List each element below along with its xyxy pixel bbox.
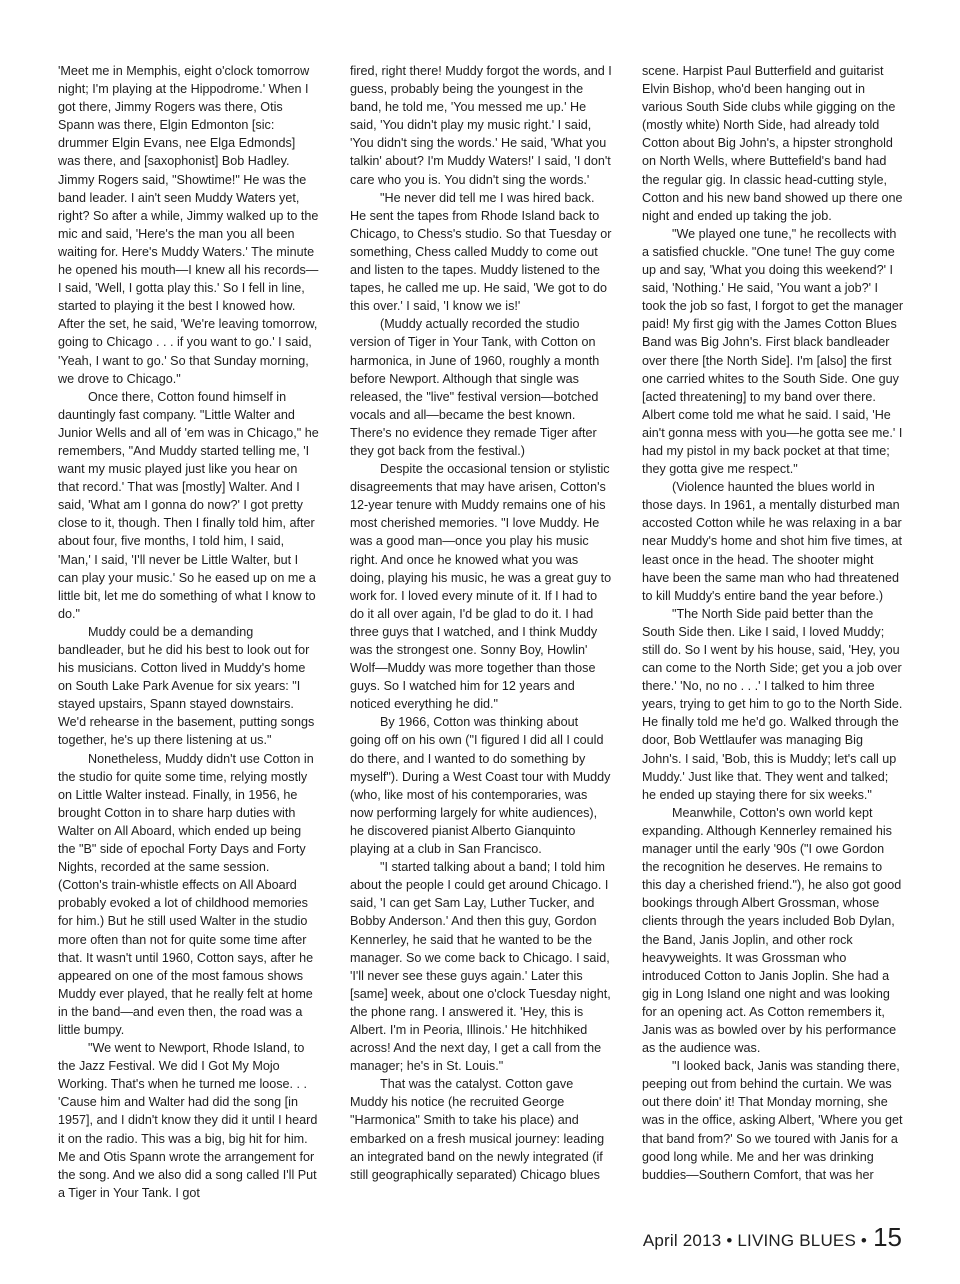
paragraph: That was the catalyst. Cotton gave Muddy his notice (he recruited George "Harmonica" Smith to take his place) and embarked on a fresh musical journey: leading an integrated band on the newly integrated (if still geographically separated) Chicago blues [350,1077,605,1182]
paragraph: fired, right there! Muddy forgot the words, and I guess, probably being the youngest in the band, he told me, 'You messed me up.' He said, 'You didn't play my music right.' I said, 'You didn't sing the words.' He said, 'What you talkin' about? I'm Muddy Waters!' I said, 'I don't care who you is. You didn't sing the words.' [350,64,612,187]
paragraph: (Muddy actually recorded the studio version of Tiger in Your Tank, with Cotton on harmonica, in June of 1960, roughly a month before Newport. Although that single was released, the "live" festival version—botched vocals and all—became the best known. There's no evidence they remade Tiger after they got back from the festival.) [350,317,600,458]
paragraph: Despite the occasional tension or stylistic disagreements that may have arisen, Cotton's 12-year tenure with Muddy remains one of his most cherished memories. "I love Muddy. He was a good man—once you play his music right. And once he knowed what you was doing, playing his music, he was a great guy to work for. I loved every minute of it. If I had to do it all over again, I'd be glad to do it. I had three guys that I watched, and I think Muddy was the strongest one. Sonny Boy, Howlin' Wolf—Muddy was more together than those guys. So I watched him for 12 years and noticed everything he did." [350,462,612,712]
paragraph: Meanwhile, Cotton's own world kept expanding. Although Kennerley remained his manager until the early '90s ("I owe Gordon the recognition he deserves. He remains to this day a cherished friend."), he also got good bookings through Albert Grossman, whose clients through the years included Bob Dylan, the Band, Janis Joplin, and other rock heavyweights. It was Grossman who introduced Cotton to Janis Joplin. She had a gig in Long Island one night and was looking for an opening act. As Cotton remembers it, Janis was as bowled over by his performance as the audience was. [642,805,902,1056]
article-column-3 [642,62,904,1208]
paragraph: "I looked back, Janis was standing there, peeping out from behind the curtain. We was out there doin' it! That Monday morning, she was in the office, asking Albert, 'Where you get that band from?' So we toured with Janis for a good long while. Me and her was drinking buddies—Southern Comfort, that was her [642,1059,903,1182]
paragraph: Muddy could be a demanding bandleader, but he did his best to look out for his musicians. Cotton lived in Muddy's home on South Lake Park Avenue for six years: "I stayed upstairs, Spann stayed downstairs. We'd rehearse in the basement, putting songs together, he's up there listening at us." [58,624,315,748]
paragraph: scene. Harpist Paul Butterfield and guitarist Elvin Bishop, who'd been hanging out in various South Side clubs while gigging on the (mostly white) North Side, had already told Cotton about Big John's, a hipster stronghold on North Wells, where Buttefield's band had the regular gig. In classic head-cutting style, Cotton and his new band showed up there one night and ended up taking the job. [642,64,903,223]
article-column-2 [350,62,612,1208]
paragraph: By 1966, Cotton was thinking about going off on his own ("I figured I did all I could do there, and I wanted to do something by myself"). During a West Coast tour with Muddy (who, like most of his contemporaries, was now performing largely for white audiences), he discovered pianist Alberto Gianquinto playing at a club in San Francisco. [350,715,611,857]
paragraph: "I started talking about a band; I told him about the people I could get around Chicago. I said, 'I can get Sam Lay, Luther Tucker, and Bobby Anderson.' And then this guy, Gordon Kennerley, he said that he wanted to be the manager. So we come back to Chicago. I said, 'I'll never see these guys again.' Later this [same] week, about one o'clock Tuesday night, the phone rang. I answered it. 'Hey, this is Albert. I'm in Peoria, Illinois.' He hitchhiked across! And the next day, I get a call from the manager; he's in St. Louis." [350,860,611,1074]
issue-info: April 2013 • LIVING BLUES • [642,1231,868,1250]
paragraph: Nonetheless, Muddy didn't use Cotton in the studio for quite some time, relying mostly on Little Walter instead. Finally, in 1956, he brought Cotton in to share harp duties with Walter on All Aboard, which ended up being the "B" side of epochal Forty Days and Forty Nights, recorded at the same session. (Cotton's train-whistle effects on All Aboard probably evoked a lot of childhood memories for him.) But he still used Walter in the studio more often than not for quite some time after that. It wasn't until 1960, Cotton says, after he appeared on one of the most famous shows Muddy ever played, that he really felt at home in the band—and even then, the road was a little bumpy. [58,751,314,1037]
page-footer [643,1222,902,1253]
article-body [58,62,904,1208]
article-column-1 [58,62,320,1208]
page-number: 15 [873,1222,902,1252]
paragraph: "We went to Newport, Rhode Island, to the Jazz Festival. We did I Got My Mojo Working. That's when he turned me loose. . . 'Cause him and Walter had did the song [in 1957], and I didn't know they did it until I heard it on the radio. This was a big, big hit for him. Me and Otis Spann wrote the arrangement for the song. And we also did a song called I'll Put a Tiger in Your Tank. I got [58,1041,318,1200]
paragraph: (Violence haunted the blues world in those days. In 1961, a mentally disturbed man accosted Cotton while he was relaxing in a bar near Muddy's home and shot him five times, at least once in the head. The shooter might have been the same man who had threatened to kill Muddy's entire band the year before.) [642,480,902,603]
paragraph: "He never did tell me I was hired back. He sent the tapes from Rhode Island back to Chicago, to Chess's studio. So that Tuesday or something, Chess called Muddy to come out and listen to the tapes. Muddy listened to the tapes, he called me up. He said, 'We got to do this over.' I said, 'I know we is!' [350,190,612,314]
paragraph: Once there, Cotton found himself in dauntingly fast company. "Little Walter and Junior Wells and all of 'em was in Chicago," he remembers, "And Muddy started telling me, 'I want my music played just like you hear on that record.' That was [mostly] Walter. And I said, 'What am I gonna do now?' I got pretty close to it, though. Then I finally told him, after about four, five months, I told him, I said, 'Man,' I said, 'I'll never be Little Walter, but I can play your music.' So he eased up on me a little bit, let me do something of what I know to do." [58,389,319,621]
paragraph: "We played one tune," he recollects with a satisfied chuckle. "One tune! The guy come up and say, 'What you doing this weekend?' I said, 'Nothing.' He said, 'You want a job?' I took the job so fast, I forgot to get the manager paid! My first gig with the James Cotton Blues Band was Big John's. First black bandleader over there [the North Side]. I'm [also] the first one carried whites to the South Side. One guy [acted threatening] to my band over there. Albert come told me what he said. I said, 'He ain't gonna mess with you—he gotta see me.' I had my pistol in my back pocket at that time; they gotta give me respect." [642,226,904,477]
paragraph: "The North Side paid better than the South Side then. Like I said, I loved Muddy; still do. So I went by his house, said, 'Hey, you can come to the North Side; get you a job over there.' 'No, no no . . .' I talked to him three years, trying to get him to go to the North Side. He finally told me he'd go. Walked through the door, Bob Wettlaufer was managing Big John's. I said, 'Bob, this is Muddy; let's call up Muddy.' Just like that. They went and talked; he ended up staying there for six weeks." [642,606,903,802]
paragraph: 'Meet me in Memphis, eight o'clock tomorrow night; I'm playing at the Hippodrome.' When I got there, Jimmy Rogers was there, Otis Spann was there, Elgin Edmonton [sic: drummer Elgin Evans, nee Elga Edmonds] was there, and [saxophonist] Bob Hadley. Jimmy Rogers said, "Showtime!" He was the band leader. I ain't seen Muddy Waters yet, right? So after a while, Jimmy walked up to the mic and said, 'Here's the man you all been waiting for. Here's Muddy Waters.' The minute he opened his mouth—I knew all his records—I said, 'Well, I gotta play this.' So I fell in line, started to playing it the best I knowed how. After the set, he said, 'We're leaving tomorrow, going to Chicago . . . if you want to go.' I said, 'Yeah, I want to go.' So that Sunday morning, we drove to Chicago." [58,64,319,386]
